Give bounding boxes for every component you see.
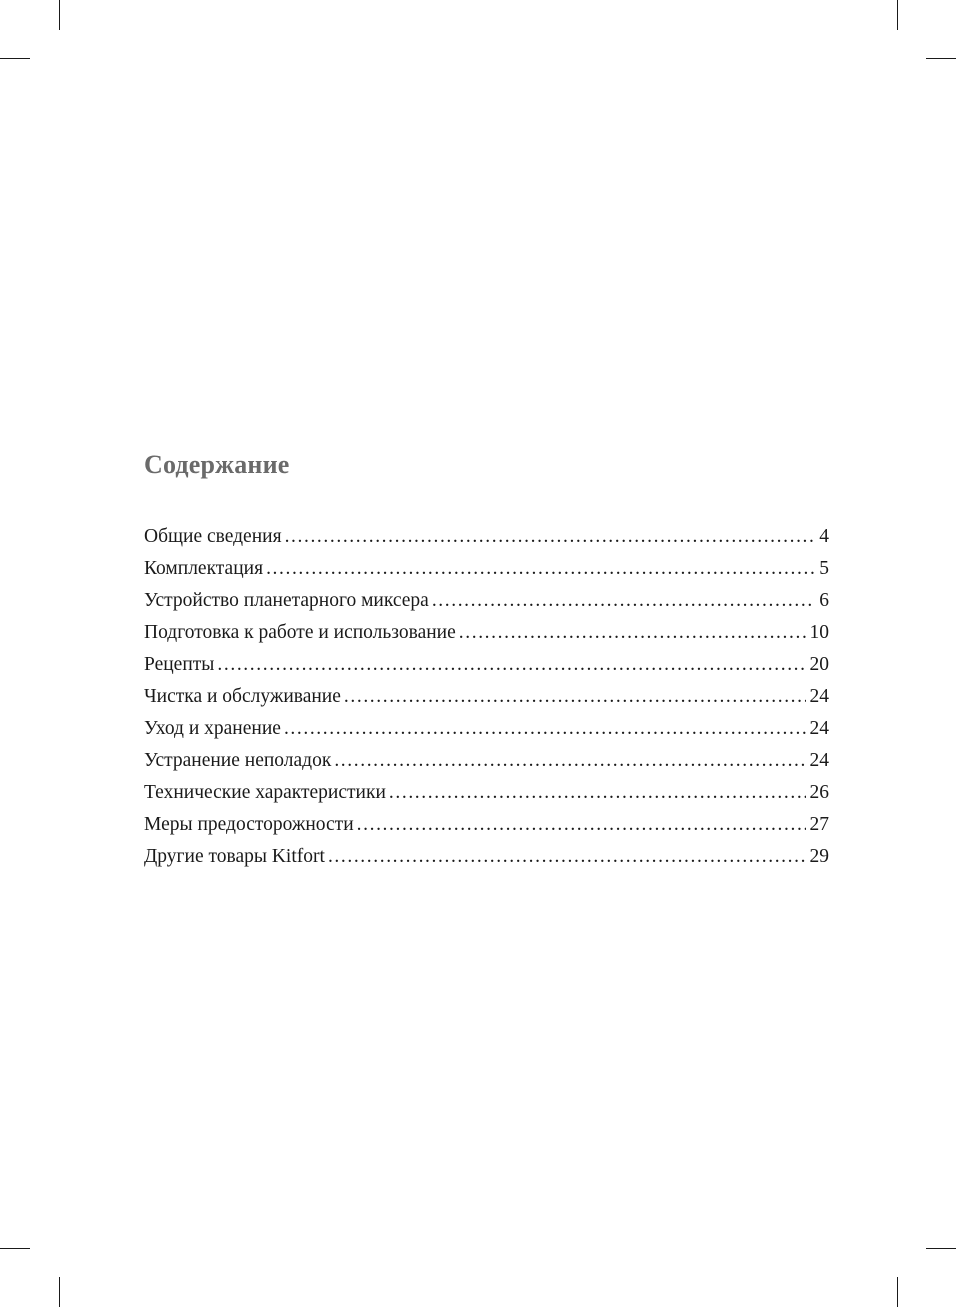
toc-entry-label: Меры предосторожности [144, 814, 354, 835]
toc-entry[interactable] [144, 521, 829, 553]
toc-entry-label: Подготовка к работе и использование [144, 622, 456, 643]
toc-entry-page: 5 [819, 558, 829, 579]
toc-entry[interactable] [144, 713, 829, 745]
toc-entry-label: Комплектация [144, 558, 264, 579]
toc-entry-page: 24 [809, 686, 829, 707]
toc-entry-page: 27 [809, 814, 829, 835]
toc-entry[interactable] [144, 777, 829, 809]
toc-dot-leader [389, 777, 806, 809]
toc-dot-leader [328, 841, 806, 873]
toc-entry[interactable] [144, 681, 829, 713]
crop-mark-top-right-horizontal [926, 58, 956, 59]
toc-entry-label: Уход и хранение [144, 718, 281, 739]
toc-entry-page: 29 [809, 846, 829, 867]
crop-mark-bottom-right-horizontal [926, 1248, 956, 1249]
toc-dot-leader [266, 553, 815, 585]
crop-mark-bottom-left-vertical [59, 1277, 60, 1307]
toc-entry-label: Другие товары Kitfort [144, 846, 325, 867]
toc-entry-page: 24 [809, 718, 829, 739]
crop-mark-top-left-vertical [59, 0, 60, 30]
toc-dot-leader [284, 713, 806, 745]
toc-dot-leader [285, 521, 816, 553]
toc-list [144, 521, 829, 873]
crop-mark-bottom-right-vertical [897, 1277, 898, 1307]
toc-entry-page: 26 [809, 782, 829, 803]
toc-entry-label: Чистка и обслуживание [144, 686, 341, 707]
toc-entry-label: Общие сведения [144, 526, 282, 547]
toc-entry-label: Устранение неполадок [144, 750, 332, 771]
crop-mark-top-left-horizontal [0, 58, 30, 59]
toc-entry[interactable] [144, 841, 829, 873]
toc-dot-leader [217, 649, 805, 681]
toc-entry-label: Устройство планетарного миксера [144, 590, 429, 611]
toc-entry-page: 24 [809, 750, 829, 771]
toc-dot-leader [459, 617, 806, 649]
toc-dot-leader [334, 745, 805, 777]
table-of-contents [144, 446, 829, 873]
toc-entry[interactable] [144, 585, 829, 617]
toc-entry[interactable] [144, 553, 829, 585]
toc-entry-page: 20 [809, 654, 829, 675]
toc-entry-page: 10 [809, 622, 829, 643]
toc-entry-page: 6 [819, 590, 829, 611]
page-title: Содержание [144, 450, 290, 479]
toc-entry-label: Рецепты [144, 654, 215, 675]
toc-dot-leader [357, 809, 806, 841]
crop-mark-bottom-left-horizontal [0, 1248, 30, 1249]
toc-dot-leader [344, 681, 806, 713]
toc-dot-leader [432, 585, 815, 617]
toc-entry[interactable] [144, 617, 829, 649]
toc-entry[interactable] [144, 745, 829, 777]
toc-entry[interactable] [144, 649, 829, 681]
crop-mark-top-right-vertical [897, 0, 898, 30]
toc-entry[interactable] [144, 809, 829, 841]
toc-entry-page: 4 [819, 526, 829, 547]
toc-entry-label: Технические характеристики [144, 782, 386, 803]
